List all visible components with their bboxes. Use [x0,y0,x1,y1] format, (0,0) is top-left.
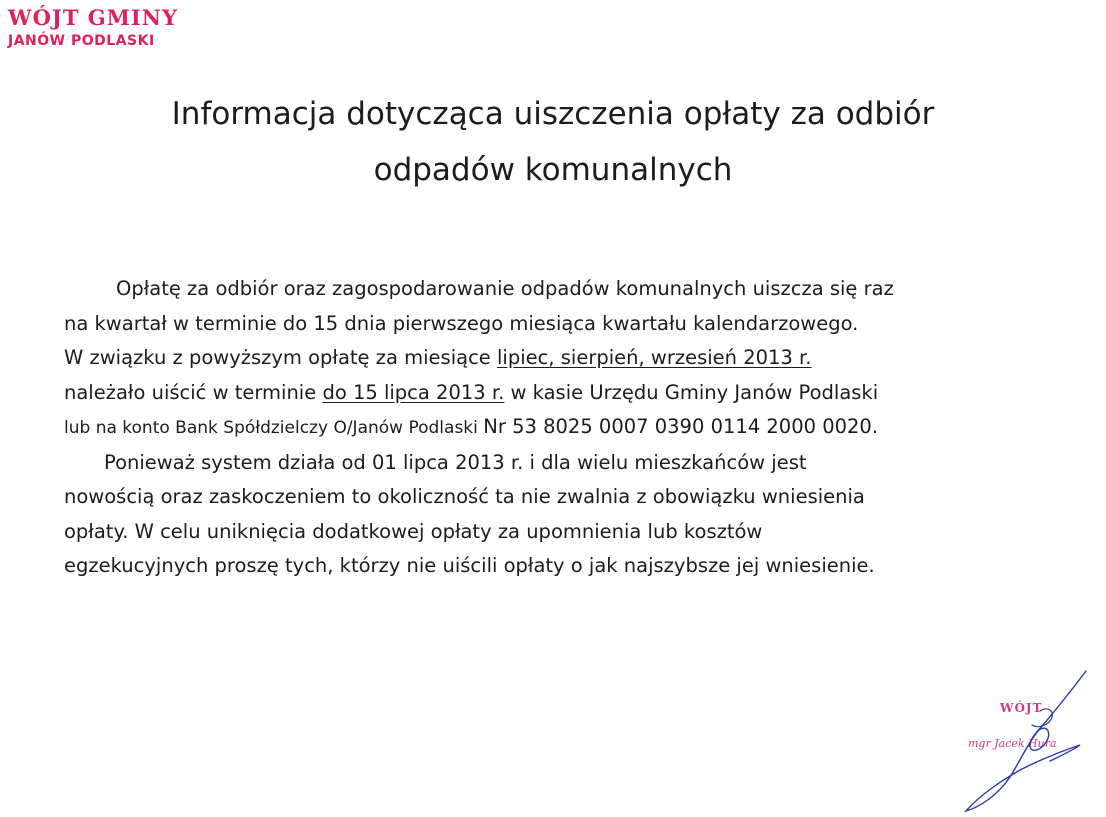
official-stamp [8,6,178,49]
paragraph-1-line-1: Opłatę za odbiór oraz zagospodarowanie odpadów komunalnych uiszcza się raz [116,277,894,300]
paragraph-1-line-2: na kwartał w terminie do 15 dnia pierwszego miesiąca kwartału kalendarzowego. [64,311,859,335]
document-title [40,86,1066,198]
line-3-text: W związku z powyższym opłatę za miesiące [64,346,497,369]
signature-block [958,665,1098,815]
title-line-2: odpadów komunalnych [373,152,733,188]
paragraph-1 [64,272,1084,446]
months-underlined: lipiec, sierpień, wrzesień 2013 r. [497,346,812,369]
handwritten-signature-icon [958,665,1098,815]
title-line-1: Informacja dotycząca uiszczenia opłaty za odbiór [171,96,935,132]
stamp-line-2: JANÓW PODLASKI [8,33,155,50]
signature-stamp-title: WÓJT [1000,701,1043,715]
paragraph-2-line-3: opłaty. W celu uniknięcia dodatkowej opłaty za upomnienia lub kosztów [64,519,763,543]
paragraph-2-line-2: nowością oraz zaskoczeniem to okoliczność ta nie zwalnia z obowiązku wniesienia [64,485,865,508]
signature-stamp-name: mgr Jacek Hura [968,737,1057,750]
bank-account-number: Nr 53 8025 0007 0390 0114 2000 0020. [483,415,879,438]
line-4-text-post: w kasie Urzędu Gminy Janów Podlaski [504,380,879,404]
deadline-underlined: do 15 lipca 2013 r. [322,380,505,404]
document-body [64,272,1084,584]
paragraph-2-line-1: Ponieważ system działa od 01 lipca 2013 r. i dla wielu mieszkańców jest [104,450,807,474]
paragraph-1-line-5 [64,410,1084,446]
paragraph-1-line-3 [64,341,1084,376]
bank-info: lub na konto Bank Spółdzielczy O/Janów Podlaski [64,418,484,438]
paragraph-2 [64,446,1084,584]
paragraph-1-line-4 [64,376,1084,411]
paragraph-2-line-4: egzekucyjnych proszę tych, którzy nie uiścili opłaty o jak najszybsze jej wniesienie. [64,554,875,577]
stamp-line-1: WÓJT GMINY [8,5,178,30]
line-4-text: należało uiścić w terminie [64,380,323,404]
